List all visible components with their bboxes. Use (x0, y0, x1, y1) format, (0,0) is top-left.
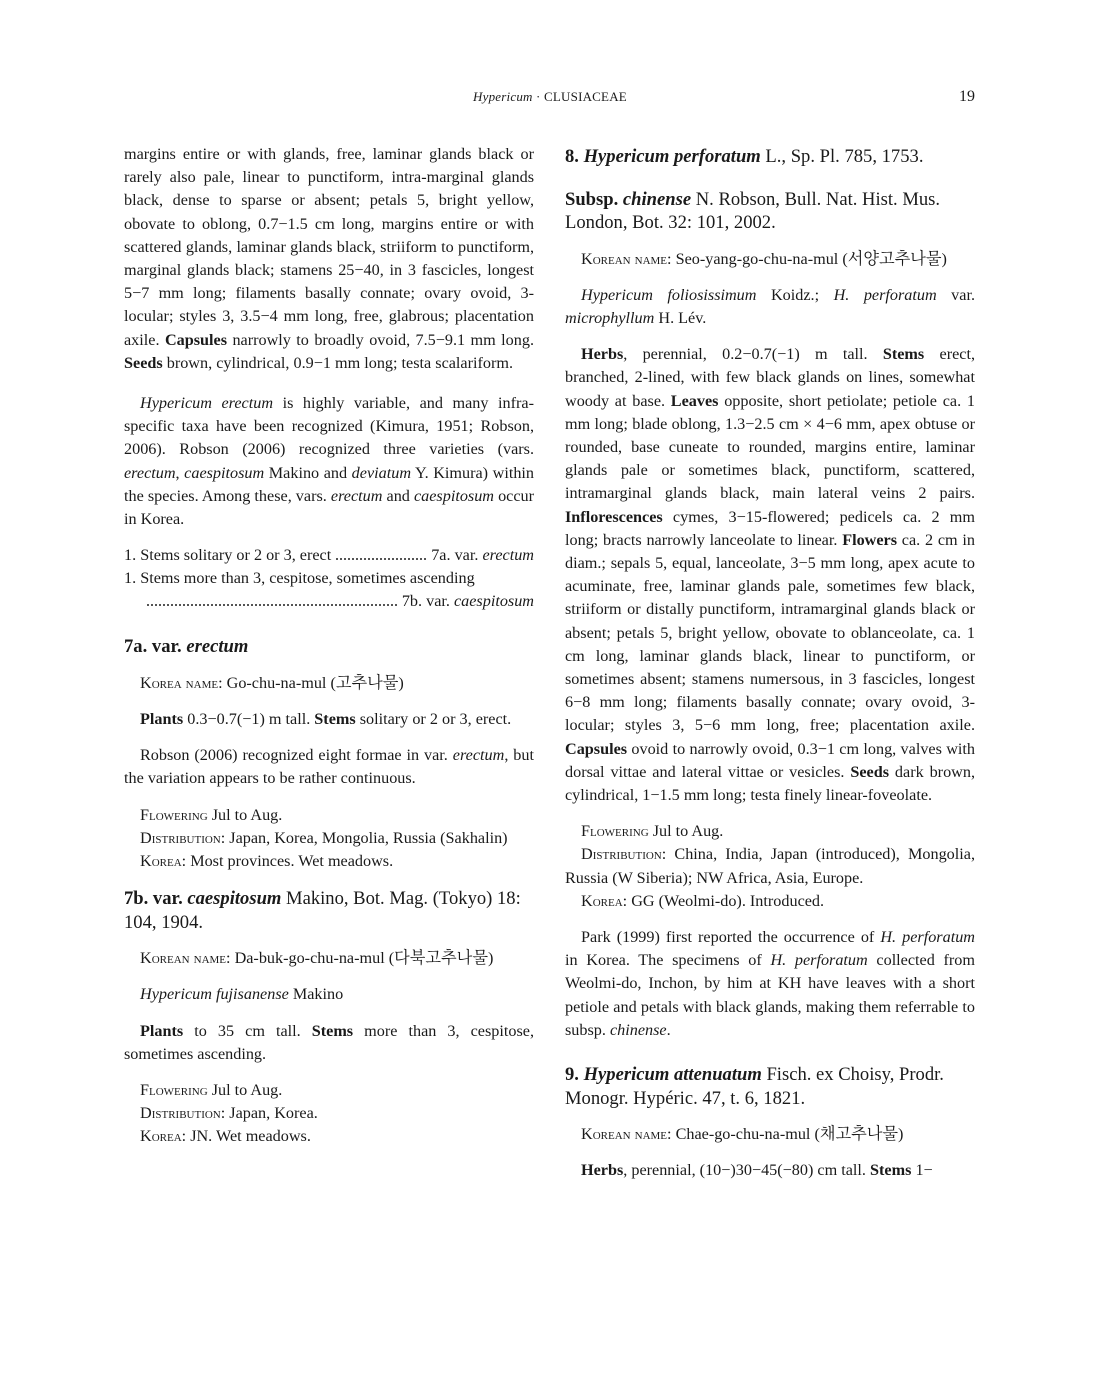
heading-9: 9. Hypericum attenuatum Fisch. ex Choisy, Prodr. Monogr. Hypéric. 47, t. 6, 1821. (565, 1064, 944, 1109)
synonyms-8: Hypericum foliosissimum Koidz.; H. perforatum var. microphyllum H. Lév. (565, 285, 975, 327)
left-column (124, 143, 534, 1149)
running-head-family: · CLUSIACEAE (532, 89, 627, 104)
heading-subsp-chinense: Subsp. chinense N. Robson, Bull. Nat. Hist. Mus. London, Bot. 32: 101, 2002. (565, 188, 941, 233)
korean-name-8: Korean name: Seo-yang-go-chu-na-mul (서양고추나물) (581, 249, 947, 268)
plants-7a: Plants 0.3−0.7(−1) m tall. Stems solitary or 2 or 3, erect. (140, 709, 512, 728)
korean-name-9: Korean name: Chae-go-chu-na-mul (채고추나물) (581, 1125, 904, 1143)
key-line-1: 1. Stems solitary or 2 or 3, erect 7a. var. erectum (124, 546, 534, 565)
key-leader-dots (147, 590, 397, 606)
phenology-7b: Flowering Jul to Aug. Distribution: Japan, Korea. Korea: JN. Wet meadows. (140, 1080, 318, 1146)
key-line-2: 1. Stems more than 3, cespitose, sometimes ascending (124, 569, 475, 588)
description-8: Herbs, perennial, 0.2−0.7(−1) m tall. Stems erect, branched, 2-lined, with few black glands on lines, somewhat woody at base. Leaves opposite, short petiolate; petiole ca. 1 mm long; blade oblong, 1.3−2.5 cm × 4−6 mm, apex obtuse or rounded, base cuneate to rounded, margins entire, laminar glands pale or sometimes black, punctiform, scattered, intramarginal glands black, main lateral veins 2 pairs. Inflorescences cymes, 3−15-flowered; pedicels ca. 2 mm long; bracts narrowly lanceolate to linear. Flowers ca. 2 cm in diam.; sepals 5, equal, lanceolate, 3−5 mm long, apex acute to acuminate, free, laminar glands pale, sometimes few black, striiform or distally punctiform, intramarginal glands black or absent; petals 5, bright yellow, obovate to oblanceolate, ca. 1 cm long, laminar glands black, linear to punctiform, or sometimes absent; stamens numersous, in 3 fascicles, longest 6−8 mm long; filaments basally connate; ovary ovoid, 3-locular; styles 3, 5−6 mm long, free; placentation axile. Capsules ovoid to narrowly ovoid, 0.3−1 cm long, valves with dorsal vittae and lateral vittae or vesicles. Seeds dark brown, cylindrical, 1−1.5 mm long; testa finely linear-foveolate. (565, 345, 975, 804)
synonym-7b: Hypericum fujisanense Makino (140, 985, 344, 1004)
key-line-2-continued: 7b. var. caespitosum (124, 590, 534, 613)
phenology-8: Flowering Jul to Aug. Distribution: China, India, Japan (introduced), Mongolia, Russia (W Siberia); NW Africa, Asia, Europe. Korea: GG (Weolmi-do). Introduced. (565, 822, 975, 910)
korea-name-7a: Korea name: Go-chu-na-mul (고추나물) (140, 673, 404, 692)
korean-name-7b: Korean name: Da-buk-go-chu-na-mul (다북고추나물) (140, 949, 494, 968)
page-number: 19 (959, 88, 975, 105)
robson-formae-note: Robson (2006) recognized eight formae in var. erectum, but the variation appears to be rather continuous. (124, 746, 534, 788)
running-head (0, 89, 1100, 105)
phenology-7a: Flowering Jul to Aug. Distribution: Japan, Korea, Mongolia, Russia (Sakhalin) Korea: Most provinces. Wet meadows. (140, 805, 508, 870)
identification-key (124, 544, 534, 613)
heading-7b: 7b. var. caespitosum Makino, Bot. Mag. (Tokyo) 18: 104, 1904. (124, 888, 521, 933)
park-note: Park (1999) first reported the occurrence of H. perforatum in Korea. The specimens of H. perforatum collected from Weolmi-do, Inchon, by him at KH have leaves with a short petiole and petals with black glands, making them referrable to subsp. chinense. (565, 927, 975, 1039)
heading-8: 8. Hypericum perforatum L., Sp. Pl. 785, 1753. (565, 146, 924, 167)
key-leader-dots (336, 544, 426, 560)
right-column (565, 143, 975, 1182)
heading-7a: 7a. var. erectum (124, 636, 249, 658)
species-7-description-continued: margins entire or with glands, free, laminar glands black or rarely also pale, linear to punctiform, intra-marginal glands black, dense to sparse or absent; petals 5, bright yellow, obovate to oblong, 0.7−1.5 cm long, margins entire or with scattered glands, laminar glands black, striiform to punctiform, marginal glands black; stamens 25−40, in 3 fascicles, longest 5−7 mm long; filaments basally connate; ovary ovoid, 3-locular; styles 3, 3.5−4 mm long, free, glabrous; placentation axile. Capsules narrowly to broadly ovoid, 7.5−9.1 mm long. Seeds brown, cylindrical, 0.9−1 mm long; testa scalariform. (124, 145, 534, 372)
running-head-genus: Hypericum (473, 89, 533, 104)
plants-7b: Plants to 35 cm tall. Stems more than 3, cespitose, sometimes ascending. (124, 1021, 535, 1063)
description-9-start: Herbs, perennial, (10−)30−45(−80) cm tall. Stems 1− (581, 1161, 933, 1180)
erectum-variability-note: Hypericum erectum is highly variable, and many infra-specific taxa have been recognized (Kimura, 1951; Robson, 2006). Robson (2006) recognized three varieties (vars. erectum, caespitosum Makino and deviatum Y. Kimura) within the species. Among these, vars. erectum and caespitosum occur in Korea. (124, 394, 535, 529)
